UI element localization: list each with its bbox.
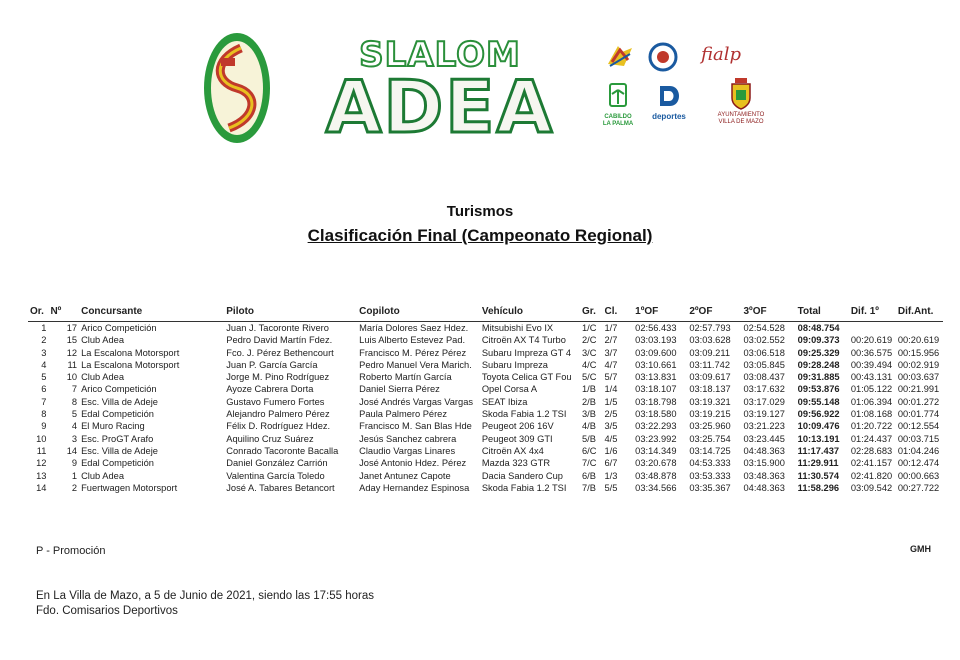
col-number-cell: 10 bbox=[66, 372, 78, 383]
col-codriver-cell: Jesús Sanchez cabrera bbox=[359, 433, 457, 444]
col-driver-cell: Aquilino Cruz Suárez bbox=[226, 433, 314, 444]
table-row bbox=[28, 482, 943, 494]
col-driver-cell: Juan J. Tacoronte Rivero bbox=[226, 323, 329, 333]
col-diff-first-cell: 01:08.168 bbox=[850, 409, 893, 420]
col-entrant-cell: Fuertwagen Motorsport bbox=[81, 482, 178, 493]
col-total-cell: 09:53.876 bbox=[797, 384, 840, 395]
col-driver-cell: Valentina García Toledo bbox=[226, 470, 325, 481]
col-driver-cell: José A. Tabares Betancort bbox=[226, 482, 335, 493]
palm-icon bbox=[604, 82, 632, 112]
col-codriver-cell: Luis Alberto Estevez Pad. bbox=[359, 335, 466, 346]
col-codriver-cell: Pedro Manuel Vera Marich. bbox=[359, 359, 472, 370]
col-diff-prev-cell: 00:12.554 bbox=[897, 421, 940, 432]
col-total-cell: 08:48.754 bbox=[797, 323, 840, 333]
col-number-cell: 5 bbox=[71, 409, 78, 420]
col-codriver-header: Copiloto bbox=[357, 306, 480, 322]
col-driver-cell: Pedro David Martín Fdez. bbox=[226, 335, 333, 346]
col-total-cell: 10:09.476 bbox=[797, 421, 840, 432]
col-vehicle-cell: Skoda Fabia 1.2 TSI bbox=[481, 409, 567, 420]
col-run2-cell: 03:11.742 bbox=[689, 359, 730, 370]
col-vehicle-header: Vehículo bbox=[480, 306, 580, 322]
col-total-cell: 11:29.911 bbox=[797, 458, 839, 469]
col-diff-first-cell bbox=[849, 322, 896, 335]
col-run1-cell: 03:23.992 bbox=[635, 433, 677, 444]
col-vehicle-cell: Subaru Impreza bbox=[481, 359, 548, 370]
col-class-cell: 2/7 bbox=[604, 335, 618, 346]
col-number-cell: 11 bbox=[67, 359, 78, 370]
col-diff-prev-cell: 00:12.474 bbox=[897, 458, 940, 469]
col-vehicle-cell: Mitsubishi Evo IX bbox=[481, 323, 554, 333]
col-vehicle-cell: Citroën AX T4 Turbo bbox=[481, 335, 566, 346]
table-row bbox=[28, 383, 943, 395]
footer-date-line: En La Villa de Mazo, a 5 de Junio de 2021, siendo las 17:55 horas bbox=[36, 590, 374, 602]
col-position-cell: 7 bbox=[41, 396, 47, 407]
col-group-cell: 4/B bbox=[582, 421, 596, 432]
col-diff-prev-cell: 00:01.774 bbox=[897, 409, 940, 420]
col-vehicle-cell: Opel Corsa A bbox=[481, 384, 538, 395]
col-group-header: Gr. bbox=[580, 306, 602, 322]
col-driver-header: Piloto bbox=[224, 306, 357, 322]
col-run3-cell: 03:02.552 bbox=[743, 335, 785, 346]
col-class-cell: 6/7 bbox=[604, 458, 618, 469]
col-position-cell: 6 bbox=[41, 384, 47, 395]
col-codriver-cell: Daniel Sierra Pérez bbox=[359, 384, 440, 395]
col-position-cell: 14 bbox=[36, 482, 47, 493]
sponsor-logos bbox=[600, 38, 780, 138]
col-diff-prev-header: Dif.Ant. bbox=[896, 306, 943, 322]
category-title: Turismos bbox=[446, 203, 514, 220]
col-diff-first-header: Dif. 1º bbox=[849, 306, 896, 322]
col-group-cell: 2/C bbox=[582, 335, 597, 346]
col-diff-first-cell: 01:24.437 bbox=[850, 433, 893, 444]
col-run2-cell: 02:57.793 bbox=[689, 323, 731, 333]
col-class-cell: 1/4 bbox=[604, 384, 618, 395]
col-run1-cell: 03:18.580 bbox=[635, 409, 677, 420]
col-entrant-cell: Arico Competición bbox=[81, 384, 157, 395]
col-entrant-cell: Esc. Villa de Adeje bbox=[81, 445, 158, 456]
col-run1-cell: 03:10.661 bbox=[635, 359, 677, 370]
col-run1-header: 1ºOF bbox=[633, 306, 687, 322]
col-group-cell: 1/C bbox=[582, 323, 597, 333]
col-codriver-cell: Janet Antunez Capote bbox=[359, 470, 451, 481]
col-number-header: Nº bbox=[48, 306, 79, 322]
col-vehicle-cell: Peugeot 309 GTI bbox=[481, 433, 553, 444]
col-run1-cell: 03:34.566 bbox=[635, 482, 677, 493]
col-run2-cell: 03:35.367 bbox=[689, 482, 731, 493]
col-total-cell: 11:17.437 bbox=[797, 445, 840, 456]
rfeda-logo bbox=[648, 42, 678, 72]
cabildo-caption: CABILDO LA PALMA bbox=[602, 114, 634, 127]
col-run2-cell: 03:09.211 bbox=[689, 347, 730, 358]
col-position-cell: 10 bbox=[36, 433, 47, 444]
table-row bbox=[28, 445, 943, 457]
col-group-cell: 5/C bbox=[582, 372, 597, 383]
table-row bbox=[28, 322, 943, 335]
col-total-cell: 11:58.296 bbox=[797, 482, 840, 493]
col-diff-first-cell: 02:41.157 bbox=[850, 458, 893, 469]
col-vehicle-cell: Toyota Celica GT Fou bbox=[481, 372, 572, 383]
col-entrant-cell: Esc. Villa de Adeje bbox=[81, 396, 158, 407]
col-run2-cell: 03:25.960 bbox=[689, 421, 731, 432]
col-group-cell: 5/B bbox=[582, 433, 596, 444]
brand-main-text: ADEA bbox=[325, 65, 555, 149]
col-number-cell: 7 bbox=[71, 384, 78, 395]
col-number-cell: 9 bbox=[71, 458, 78, 469]
col-run3-cell: 03:48.363 bbox=[743, 470, 785, 481]
col-total-header: Total bbox=[796, 306, 849, 322]
col-run3-cell: 03:15.900 bbox=[743, 458, 785, 469]
col-group-cell: 3/B bbox=[582, 409, 596, 420]
col-vehicle-cell: Subaru Impreza GT 4 bbox=[481, 347, 572, 358]
col-driver-cell: Alejandro Palmero Pérez bbox=[226, 409, 330, 420]
col-group-cell: 4/C bbox=[582, 359, 597, 370]
col-codriver-cell: José Andrés Vargas Vargas bbox=[359, 396, 474, 407]
col-group-cell: 7/C bbox=[582, 458, 597, 469]
col-run1-cell: 03:14.349 bbox=[635, 445, 677, 456]
col-number-cell: 17 bbox=[66, 323, 78, 333]
col-codriver-cell: Francisco M. San Blas Hde bbox=[359, 421, 472, 432]
brand-top-text: SLALOM bbox=[359, 35, 521, 75]
col-driver-cell: Jorge M. Pino Rodríguez bbox=[226, 372, 330, 383]
col-diff-prev-cell: 00:15.956 bbox=[897, 347, 940, 358]
col-diff-first-cell: 02:28.683 bbox=[850, 445, 893, 456]
table-row bbox=[28, 420, 943, 432]
col-entrant-header: Concursante bbox=[79, 306, 224, 322]
col-class-cell: 4/7 bbox=[604, 359, 618, 370]
col-diff-first-cell: 02:41.820 bbox=[850, 470, 893, 481]
col-position-cell: 3 bbox=[41, 347, 47, 358]
table-row bbox=[28, 457, 943, 469]
col-position-cell: 8 bbox=[41, 409, 47, 420]
table-row bbox=[28, 359, 943, 371]
col-diff-first-cell: 01:05.122 bbox=[850, 384, 893, 395]
col-number-cell: 12 bbox=[66, 347, 78, 358]
col-run3-cell: 04:48.363 bbox=[743, 482, 785, 493]
col-driver-cell: Gustavo Fumero Fortes bbox=[226, 396, 325, 407]
col-diff-prev-cell: 00:03.637 bbox=[897, 372, 940, 383]
table-row bbox=[28, 347, 943, 359]
col-run1-cell: 03:18.107 bbox=[635, 384, 677, 395]
col-diff-first-cell: 00:20.619 bbox=[850, 335, 893, 346]
col-driver-cell: Félix D. Rodríguez Hdez. bbox=[226, 421, 331, 432]
col-number-cell: 14 bbox=[66, 445, 78, 456]
col-diff-first-cell: 00:39.494 bbox=[850, 359, 893, 370]
fialp-logo: fialp bbox=[700, 44, 742, 65]
col-class-cell: 4/5 bbox=[604, 433, 618, 444]
col-run3-cell: 03:08.437 bbox=[743, 372, 785, 383]
canarias-federation-logo bbox=[604, 42, 636, 70]
col-run2-header: 2ºOF bbox=[687, 306, 741, 322]
col-group-cell: 3/C bbox=[582, 347, 597, 358]
col-total-cell: 09:31.885 bbox=[797, 372, 840, 383]
results-body bbox=[28, 322, 943, 495]
col-vehicle-cell: Dacia Sandero Cup bbox=[481, 470, 563, 481]
col-class-cell: 5/7 bbox=[604, 372, 618, 383]
col-number-cell: 15 bbox=[66, 335, 78, 346]
col-run3-header: 3ºOF bbox=[742, 306, 796, 322]
col-codriver-cell: Aday Hernandez Espinosa bbox=[359, 482, 470, 493]
col-group-cell: 6/C bbox=[582, 445, 597, 456]
deportes-logo bbox=[640, 82, 698, 121]
col-driver-cell: Ayoze Cabrera Dorta bbox=[226, 384, 314, 395]
col-group-cell: 2/B bbox=[582, 396, 596, 407]
col-total-cell: 09:55.148 bbox=[797, 396, 840, 407]
col-total-cell: 09:28.248 bbox=[797, 359, 840, 370]
col-entrant-cell: Edal Competición bbox=[81, 409, 154, 420]
col-codriver-cell: Roberto Martín García bbox=[359, 372, 452, 383]
col-diff-prev-cell: 00:02.919 bbox=[897, 359, 940, 370]
col-diff-prev-cell: 01:04.246 bbox=[897, 445, 940, 456]
col-total-cell: 09:56.922 bbox=[797, 409, 840, 420]
table-row bbox=[28, 408, 943, 420]
col-vehicle-cell: Mazda 323 GTR bbox=[481, 458, 551, 469]
col-run2-cell: 03:19.321 bbox=[689, 396, 731, 407]
col-codriver-cell: José Antonio Hdez. Pérez bbox=[359, 458, 467, 469]
col-entrant-cell: La Escalona Motorsport bbox=[81, 347, 180, 358]
col-class-cell: 5/5 bbox=[604, 482, 618, 493]
col-entrant-cell: Arico Competición bbox=[81, 323, 157, 333]
col-diff-prev-cell: 00:20.619 bbox=[897, 335, 940, 346]
col-entrant-cell: La Escalona Motorsport bbox=[81, 359, 180, 370]
col-position-cell: 2 bbox=[41, 335, 47, 346]
table-row bbox=[28, 371, 943, 383]
col-number-cell: 4 bbox=[71, 421, 78, 432]
slalom-adea-wordmark bbox=[320, 35, 560, 149]
col-diff-prev-cell: 00:27.722 bbox=[897, 482, 940, 493]
col-run3-cell: 03:17.029 bbox=[743, 396, 785, 407]
col-run1-cell: 03:09.600 bbox=[635, 347, 677, 358]
col-class-cell: 1/6 bbox=[604, 445, 618, 456]
col-diff-prev-cell: 00:01.272 bbox=[897, 396, 940, 407]
col-run2-cell: 03:19.215 bbox=[689, 409, 731, 420]
col-driver-cell: Conrado Tacoronte Bacalla bbox=[226, 445, 339, 456]
col-position-cell: 9 bbox=[41, 421, 47, 432]
event-header bbox=[0, 0, 960, 175]
col-run2-cell: 03:18.137 bbox=[689, 384, 731, 395]
col-entrant-cell: Club Adea bbox=[81, 335, 124, 346]
col-group-cell: 7/B bbox=[582, 482, 596, 493]
col-run2-cell: 03:03.628 bbox=[689, 335, 731, 346]
adea-emblem-logo bbox=[203, 30, 271, 145]
col-diff-prev-cell: 00:21.991 bbox=[897, 384, 940, 395]
cabildo-la-palma-logo bbox=[600, 82, 636, 128]
col-position-cell: 12 bbox=[36, 458, 47, 469]
col-diff-first-cell: 01:06.394 bbox=[850, 396, 893, 407]
col-number-cell: 8 bbox=[71, 396, 78, 407]
col-run1-cell: 03:48.878 bbox=[635, 470, 677, 481]
col-group-cell: 6/B bbox=[582, 470, 596, 481]
col-run1-cell: 03:03.193 bbox=[635, 335, 677, 346]
table-row bbox=[28, 433, 943, 445]
col-run3-cell: 03:23.445 bbox=[743, 433, 785, 444]
col-class-cell: 1/3 bbox=[604, 470, 618, 481]
col-vehicle-cell: Citroën AX 4x4 bbox=[481, 445, 544, 456]
col-position-cell: 4 bbox=[41, 359, 47, 370]
col-entrant-cell: El Muro Racing bbox=[81, 421, 145, 432]
col-class-header: Cl. bbox=[603, 306, 634, 322]
col-entrant-cell: Club Adea bbox=[81, 372, 124, 383]
results-header-row bbox=[28, 306, 943, 322]
col-run3-cell: 03:05.845 bbox=[743, 359, 785, 370]
col-vehicle-cell: Peugeot 206 16V bbox=[481, 421, 554, 432]
col-total-cell: 09:25.329 bbox=[797, 347, 840, 358]
table-row bbox=[28, 396, 943, 408]
col-entrant-cell: Club Adea bbox=[81, 470, 124, 481]
col-codriver-cell: Claudio Vargas Linares bbox=[359, 445, 456, 456]
table-row bbox=[28, 334, 943, 346]
col-class-cell: 2/5 bbox=[604, 409, 618, 420]
classification-title: Clasificación Final (Campeonato Regional) bbox=[307, 226, 653, 245]
ayuntamiento-caption: AYUNTAMIENTO VILLA DE MAZO bbox=[717, 112, 765, 125]
col-total-cell: 11:30.574 bbox=[797, 470, 840, 481]
col-run1-cell: 03:18.798 bbox=[635, 396, 677, 407]
footer-signature-line: Fdo. Comisarios Deportivos bbox=[36, 605, 178, 617]
col-position-header: Or. bbox=[28, 306, 48, 322]
col-group-cell: 1/B bbox=[582, 384, 596, 395]
col-run1-cell: 03:22.293 bbox=[635, 421, 677, 432]
col-run1-cell: 03:20.678 bbox=[635, 458, 677, 469]
results-table bbox=[28, 306, 943, 494]
signature-code: GMH bbox=[910, 544, 931, 554]
col-driver-cell: Daniel González Carrión bbox=[226, 458, 328, 469]
col-run3-cell: 03:17.632 bbox=[743, 384, 785, 395]
col-codriver-cell: Paula Palmero Pérez bbox=[359, 409, 448, 420]
col-diff-first-cell: 00:43.131 bbox=[850, 372, 893, 383]
col-position-cell: 1 bbox=[41, 323, 47, 333]
col-run1-cell: 02:56.433 bbox=[635, 323, 677, 333]
col-entrant-cell: Esc. ProGT Arafo bbox=[81, 433, 154, 444]
col-driver-cell: Fco. J. Pérez Bethencourt bbox=[226, 347, 334, 358]
col-position-cell: 5 bbox=[41, 372, 47, 383]
deportes-d-icon bbox=[654, 82, 684, 110]
col-run3-cell: 03:21.223 bbox=[743, 421, 785, 432]
col-class-cell: 3/7 bbox=[604, 347, 618, 358]
col-class-cell: 1/5 bbox=[604, 396, 618, 407]
col-position-cell: 13 bbox=[36, 470, 47, 481]
col-number-cell: 2 bbox=[71, 482, 78, 493]
col-run2-cell: 03:14.725 bbox=[689, 445, 731, 456]
table-row bbox=[28, 470, 943, 482]
promotion-legend: P - Promoción bbox=[36, 545, 106, 557]
col-total-cell: 10:13.191 bbox=[797, 433, 840, 444]
col-run2-cell: 04:53.333 bbox=[689, 458, 731, 469]
col-run2-cell: 03:09.617 bbox=[689, 372, 731, 383]
col-codriver-cell: Francisco M. Pérez Pérez bbox=[359, 347, 467, 358]
col-diff-prev-cell bbox=[896, 322, 943, 335]
col-run3-cell: 03:19.127 bbox=[743, 409, 785, 420]
col-diff-prev-cell: 00:00.663 bbox=[897, 470, 940, 481]
deportes-caption: deportes bbox=[652, 112, 686, 121]
col-run2-cell: 03:53.333 bbox=[689, 470, 731, 481]
col-codriver-cell: María Dolores Saez Hdez. bbox=[359, 323, 469, 333]
coat-of-arms-icon bbox=[730, 78, 752, 110]
col-run1-cell: 03:13.831 bbox=[635, 372, 677, 383]
ayuntamiento-villa-de-mazo-logo bbox=[710, 78, 772, 126]
col-run3-cell: 04:48.363 bbox=[743, 445, 785, 456]
col-vehicle-cell: Skoda Fabia 1.2 TSI bbox=[481, 482, 567, 493]
col-driver-cell: Juan P. García García bbox=[226, 359, 318, 370]
col-run2-cell: 03:25.754 bbox=[689, 433, 731, 444]
col-total-cell: 09:09.373 bbox=[797, 335, 840, 346]
col-vehicle-cell: SEAT Ibiza bbox=[481, 396, 528, 407]
col-position-cell: 11 bbox=[36, 445, 47, 456]
col-diff-first-cell: 00:36.575 bbox=[850, 347, 893, 358]
col-class-cell: 3/5 bbox=[604, 421, 618, 432]
col-entrant-cell: Edal Competición bbox=[81, 458, 154, 469]
col-run3-cell: 03:06.518 bbox=[743, 347, 785, 358]
col-diff-first-cell: 03:09.542 bbox=[850, 482, 893, 493]
col-class-cell: 1/7 bbox=[604, 323, 618, 333]
col-diff-first-cell: 01:20.722 bbox=[850, 421, 893, 432]
col-number-cell: 1 bbox=[71, 470, 78, 481]
col-diff-prev-cell: 00:03.715 bbox=[897, 433, 940, 444]
col-run3-cell: 02:54.528 bbox=[743, 323, 785, 333]
col-number-cell: 3 bbox=[71, 433, 78, 444]
